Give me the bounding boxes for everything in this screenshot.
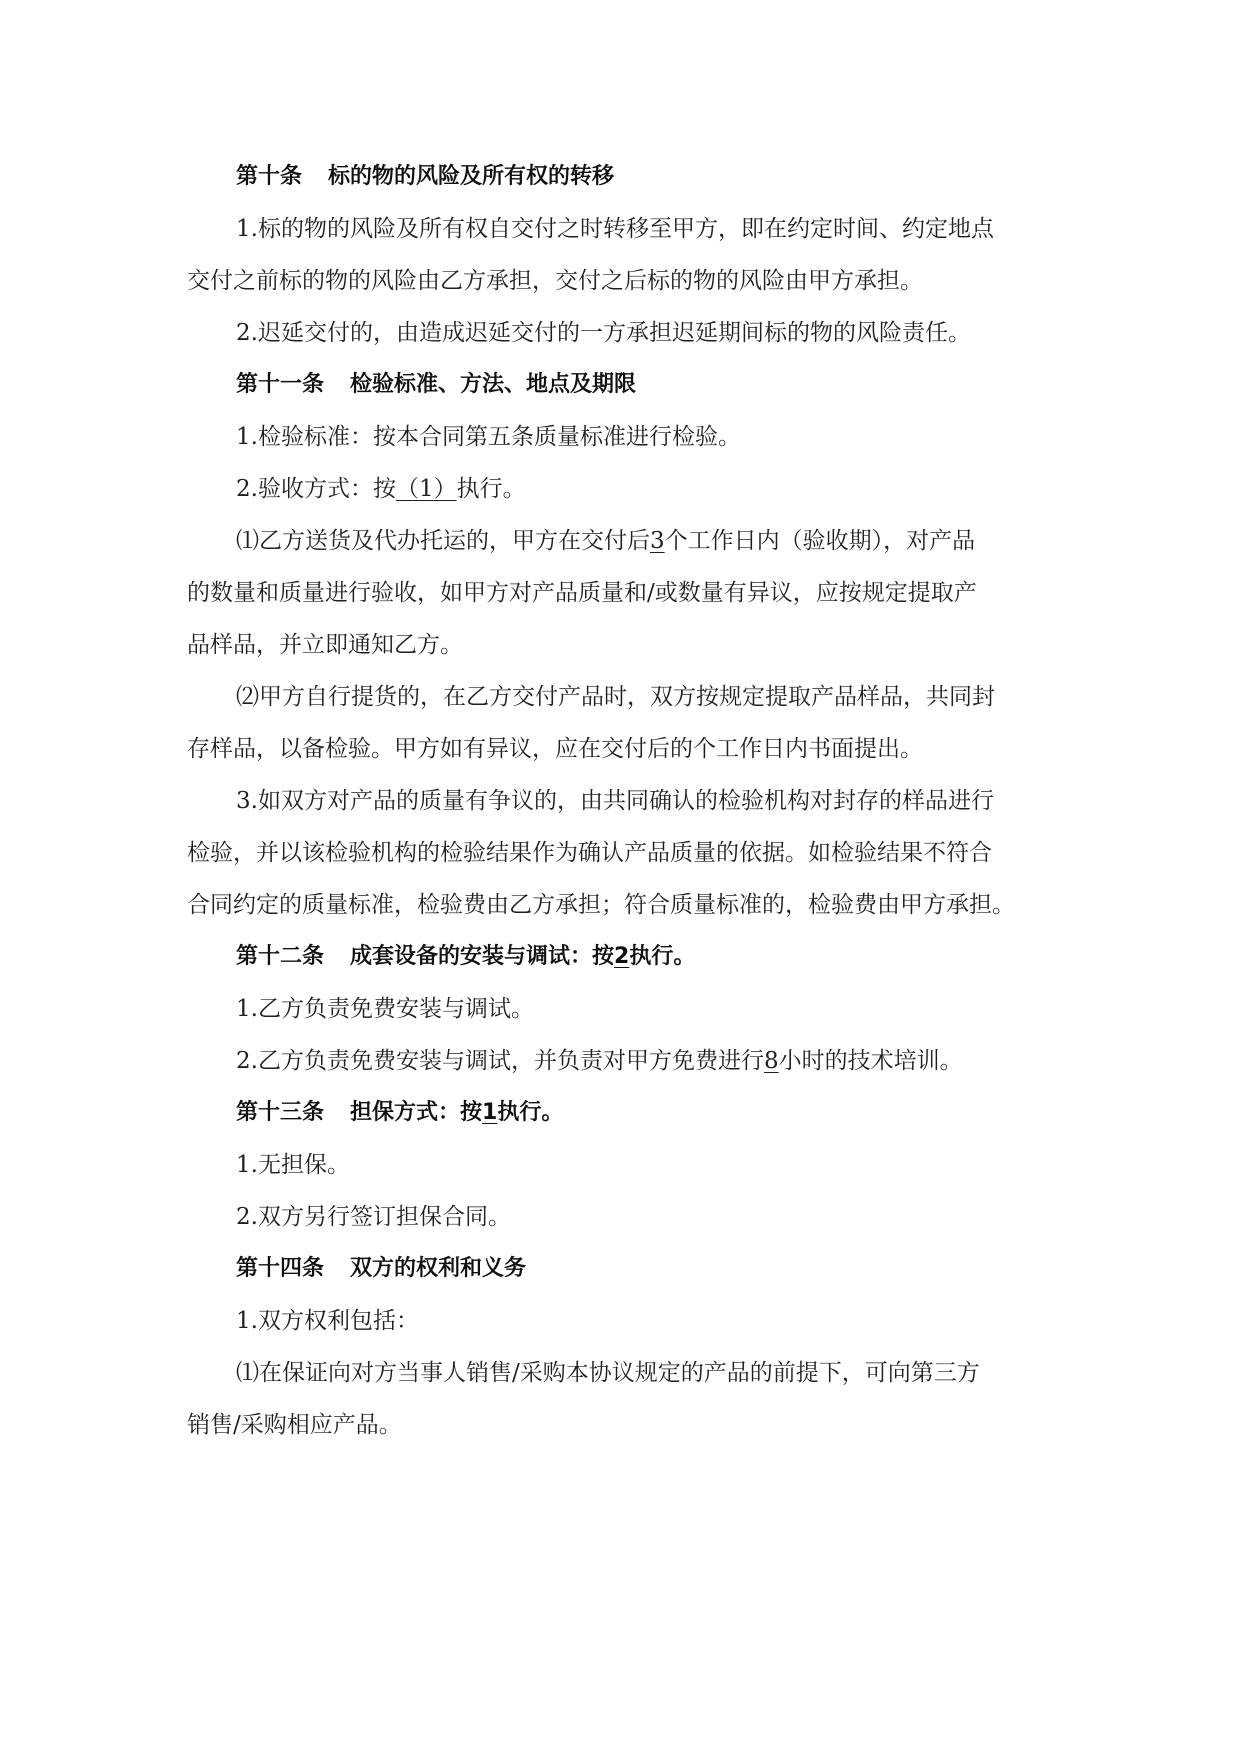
paragraph-line: 1.标的物的风险及所有权自交付之时转移至甲方，即在约定时间、约定地点 <box>236 216 994 242</box>
paragraph-line: ⑴在保证向对方当事人销售/采购本协议规定的产品的前提下，可向第三方 <box>236 1360 980 1386</box>
paragraph-line: 销售/采购相应产品。 <box>187 1412 402 1438</box>
text-segment: 2.乙方负责免费安装与调试，并负责对甲方免费进行 <box>236 1048 764 1074</box>
paragraph-line: 的数量和质量进行验收，如甲方对产品质量和/或数量有异议，应按规定提取产 <box>187 580 977 606</box>
article-number: 第十条 <box>236 164 303 189</box>
paragraph-line <box>236 526 975 556</box>
article-number: 第十四条 <box>236 1256 325 1281</box>
paragraph-line: 合同约定的质量标准，检验费由乙方承担；符合质量标准的，检验费由甲方承担。 <box>187 892 1015 918</box>
article-number: 第十二条 <box>236 944 325 969</box>
paragraph-line: 1.双方权利包括： <box>236 1308 419 1334</box>
filled-blank-value: 3 <box>650 528 665 554</box>
paragraph-line: 检验，并以该检验机构的检验结果作为确认产品质量的依据。如检验结果不符合 <box>187 840 992 866</box>
article-13-heading <box>236 1098 563 1128</box>
filled-blank-value: 2 <box>614 944 630 969</box>
article-14-heading <box>236 1254 526 1284</box>
paragraph-line: 1.无担保。 <box>236 1152 350 1178</box>
filled-blank-value: 8 <box>763 1048 779 1074</box>
article-title: 执行。 <box>497 1100 564 1125</box>
paragraph-line: 品样品，并立即通知乙方。 <box>187 632 463 658</box>
paragraph-line: 2.迟延交付的，由造成迟延交付的一方承担迟延期间标的物的风险责任。 <box>236 320 971 346</box>
filled-blank-value: 1 <box>482 1100 498 1125</box>
text-segment: 小时的技术培训。 <box>778 1048 963 1074</box>
article-10-heading <box>236 162 614 192</box>
paragraph-line: 3.如双方对产品的质量有争议的，由共同确认的检验机构对封存的样品进行 <box>236 788 994 814</box>
paragraph-line <box>236 474 526 504</box>
article-number: 第十三条 <box>236 1100 325 1125</box>
article-title: 担保方式：按 <box>350 1100 483 1125</box>
paragraph-line <box>236 1046 963 1076</box>
article-number: 第十一条 <box>236 372 325 397</box>
paragraph-line: 交付之前标的物的风险由乙方承担，交付之后标的物的风险由甲方承担。 <box>187 268 923 294</box>
article-title: 成套设备的安装与调试：按 <box>350 944 615 969</box>
paragraph-line: 1.检验标准：按本合同第五条质量标准进行检验。 <box>236 424 741 450</box>
article-title: 标的物的风险及所有权的转移 <box>328 164 615 189</box>
text-segment: 执行。 <box>456 476 526 502</box>
article-title: 检验标准、方法、地点及期限 <box>350 372 637 397</box>
article-12-heading <box>236 942 695 972</box>
paragraph-line: 2.双方另行签订担保合同。 <box>236 1204 511 1230</box>
article-11-heading <box>236 370 636 400</box>
text-segment: 2.验收方式：按 <box>236 476 396 502</box>
text-segment: 个工作日内（验收期），对产品 <box>664 528 976 554</box>
paragraph-line: ⑵甲方自行提货的，在乙方交付产品时，双方按规定提取产品样品，共同封 <box>236 684 995 710</box>
paragraph-line: 1.乙方负责免费安装与调试。 <box>236 996 534 1022</box>
article-title: 执行。 <box>629 944 696 969</box>
paragraph-line: 存样品，以备检验。甲方如有异议，应在交付后的个工作日内书面提出。 <box>187 736 923 762</box>
article-title: 双方的权利和义务 <box>350 1256 527 1281</box>
text-segment: ⑴乙方送货及代办托运的，甲方在交付后 <box>236 528 650 554</box>
filled-blank-value: （1） <box>395 476 457 502</box>
